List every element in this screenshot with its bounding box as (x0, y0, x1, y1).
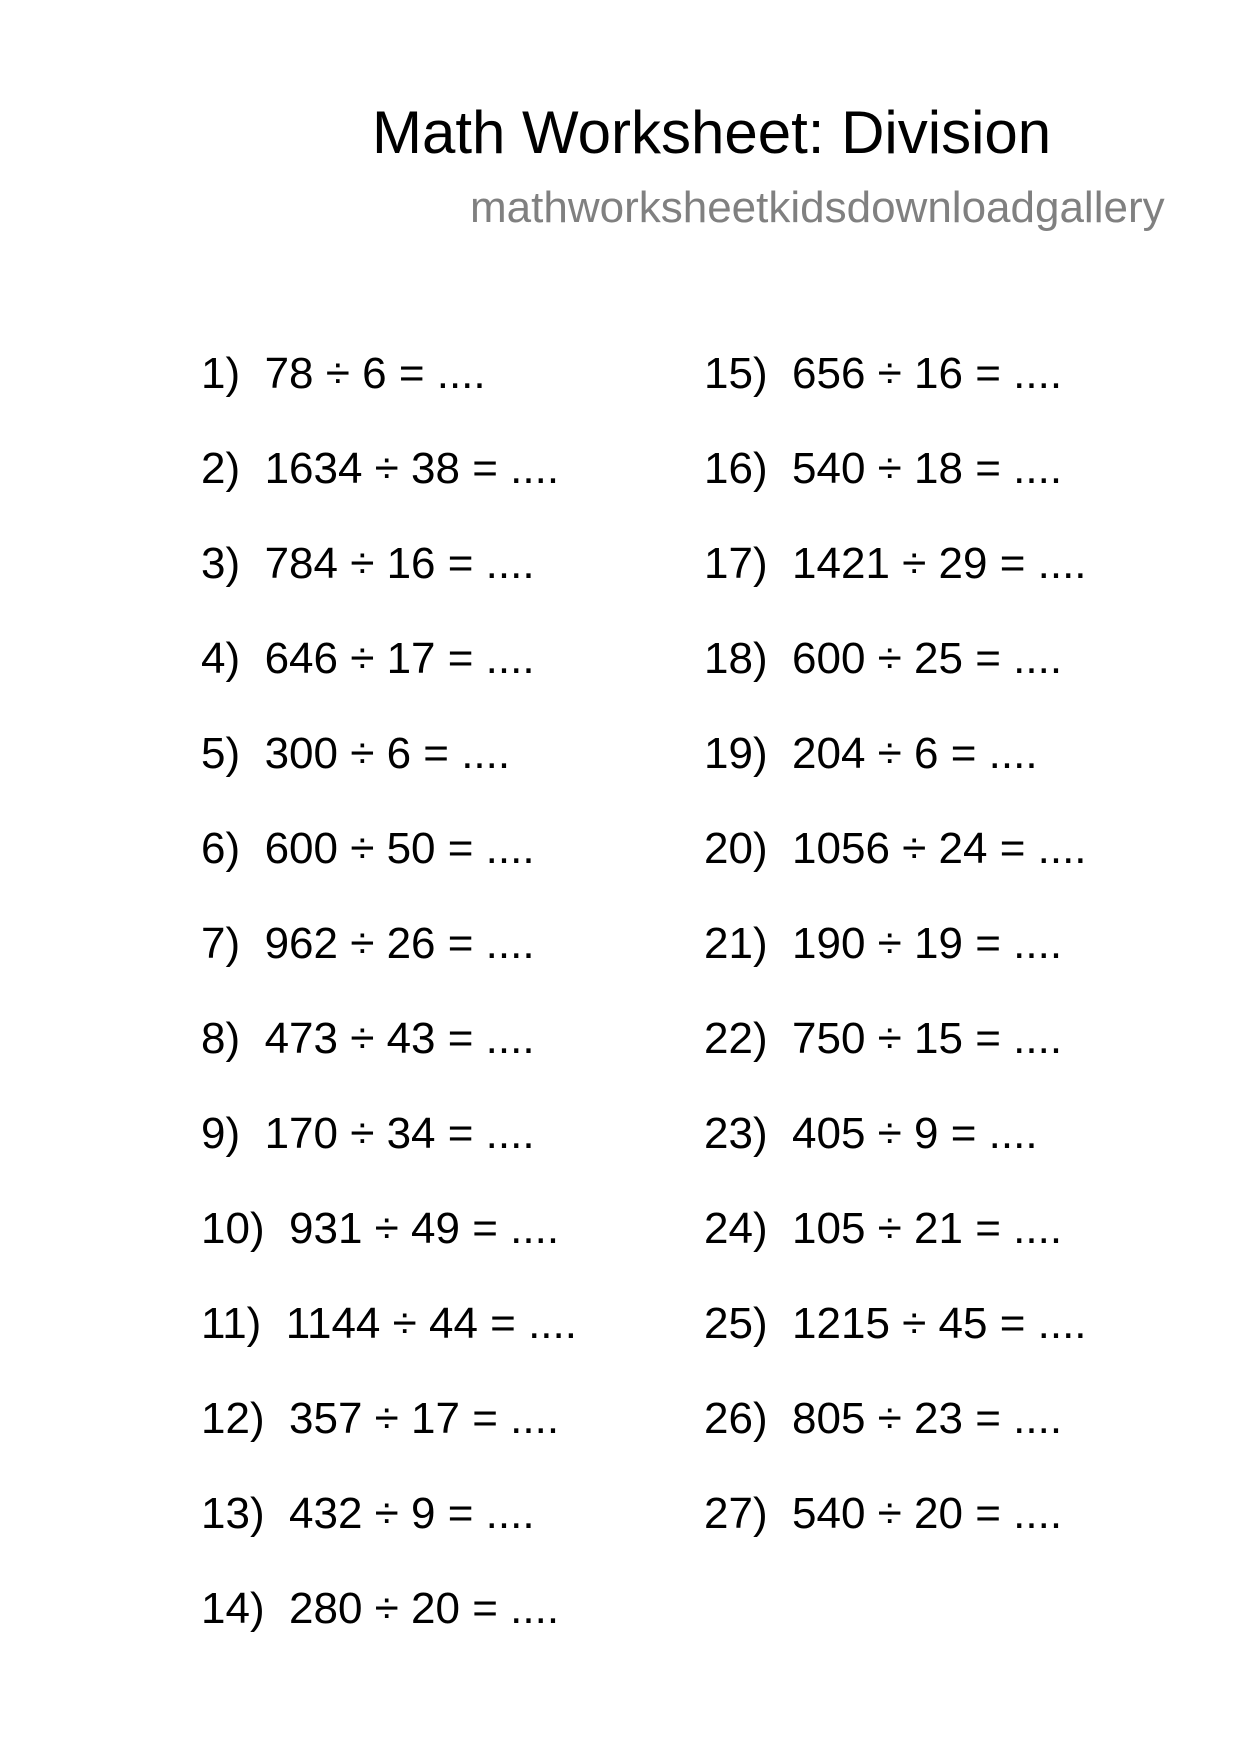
problem-number: 25) (704, 1299, 768, 1348)
problem-expression: 432 ÷ 9 = .... (289, 1489, 535, 1538)
problem-expression: 473 ÷ 43 = .... (264, 1014, 535, 1063)
problem-item (201, 1204, 577, 1299)
problem-item (704, 919, 1087, 1014)
problem-expression: 600 ÷ 50 = .... (264, 824, 535, 873)
problem-item (704, 1109, 1087, 1204)
problem-item (704, 444, 1087, 539)
problem-number: 3) (201, 539, 241, 588)
problem-item (201, 1394, 577, 1489)
problem-number: 27) (704, 1489, 768, 1538)
problem-item (704, 729, 1087, 824)
problem-item (704, 1489, 1087, 1584)
problem-item (201, 539, 577, 634)
problem-expression: 105 ÷ 21 = .... (792, 1204, 1063, 1253)
problem-number: 21) (704, 919, 768, 968)
problem-expression: 300 ÷ 6 = .... (264, 729, 511, 778)
problem-number: 10) (201, 1204, 265, 1253)
problem-item (201, 919, 577, 1014)
problem-number: 8) (201, 1014, 241, 1063)
problem-number: 6) (201, 824, 241, 873)
problem-number: 23) (704, 1109, 768, 1158)
problem-expression: 190 ÷ 19 = .... (792, 919, 1063, 968)
problem-item (201, 824, 577, 919)
problem-item (201, 444, 577, 539)
problem-item (704, 1014, 1087, 1109)
problem-expression: 1421 ÷ 29 = .... (792, 539, 1087, 588)
problem-expression: 784 ÷ 16 = .... (264, 539, 535, 588)
problem-expression: 405 ÷ 9 = .... (792, 1109, 1038, 1158)
problem-number: 15) (704, 349, 768, 398)
problem-expression: 805 ÷ 23 = .... (792, 1394, 1063, 1443)
problem-expression: 170 ÷ 34 = .... (264, 1109, 535, 1158)
page-subtitle: mathworksheetkidsdownloadgallery (470, 183, 1165, 232)
problem-expression: 78 ÷ 6 = .... (264, 349, 486, 398)
problem-number: 20) (704, 824, 768, 873)
problem-expression: 540 ÷ 18 = .... (792, 444, 1063, 493)
problem-expression: 1215 ÷ 45 = .... (792, 1299, 1087, 1348)
problem-expression: 656 ÷ 16 = .... (792, 349, 1063, 398)
problem-number: 24) (704, 1204, 768, 1253)
problem-expression: 204 ÷ 6 = .... (792, 729, 1038, 778)
problem-expression: 962 ÷ 26 = .... (264, 919, 535, 968)
problem-item (704, 539, 1087, 634)
problem-item (704, 634, 1087, 729)
problem-number: 1) (201, 349, 241, 398)
problem-item (201, 1109, 577, 1204)
problem-number: 26) (704, 1394, 768, 1443)
problem-item (704, 1299, 1087, 1394)
page-title: Math Worksheet: Division (372, 99, 1052, 166)
problem-expression: 600 ÷ 25 = .... (792, 634, 1063, 683)
problem-item (704, 824, 1087, 919)
problem-expression: 646 ÷ 17 = .... (264, 634, 535, 683)
problem-item (704, 349, 1087, 444)
problem-number: 14) (201, 1584, 265, 1633)
problem-column-left (201, 349, 577, 1679)
problem-number: 22) (704, 1014, 768, 1063)
problem-number: 5) (201, 729, 241, 778)
problem-item (201, 1584, 577, 1679)
problem-expression: 357 ÷ 17 = .... (289, 1394, 560, 1443)
problem-number: 2) (201, 444, 241, 493)
problem-expression: 540 ÷ 20 = .... (792, 1489, 1063, 1538)
problem-expression: 750 ÷ 15 = .... (792, 1014, 1063, 1063)
problem-number: 16) (704, 444, 768, 493)
problem-column-right (704, 349, 1087, 1584)
problem-number: 18) (704, 634, 768, 683)
problem-expression: 1056 ÷ 24 = .... (792, 824, 1087, 873)
problem-number: 17) (704, 539, 768, 588)
problem-item (201, 729, 577, 824)
problem-item (201, 1299, 577, 1394)
problem-expression: 931 ÷ 49 = .... (289, 1204, 560, 1253)
problem-number: 12) (201, 1394, 265, 1443)
problem-item (201, 1489, 577, 1584)
problem-expression: 280 ÷ 20 = .... (289, 1584, 560, 1633)
problem-number: 4) (201, 634, 241, 683)
problem-number: 11) (201, 1299, 262, 1348)
problem-number: 19) (704, 729, 768, 778)
problem-number: 13) (201, 1489, 265, 1538)
problem-expression: 1144 ÷ 44 = .... (285, 1299, 577, 1348)
problem-item (704, 1204, 1087, 1299)
problem-item (704, 1394, 1087, 1489)
problem-number: 7) (201, 919, 241, 968)
problem-number: 9) (201, 1109, 241, 1158)
problem-item (201, 1014, 577, 1109)
problem-expression: 1634 ÷ 38 = .... (264, 444, 560, 493)
problem-item (201, 634, 577, 729)
problem-item (201, 349, 577, 444)
